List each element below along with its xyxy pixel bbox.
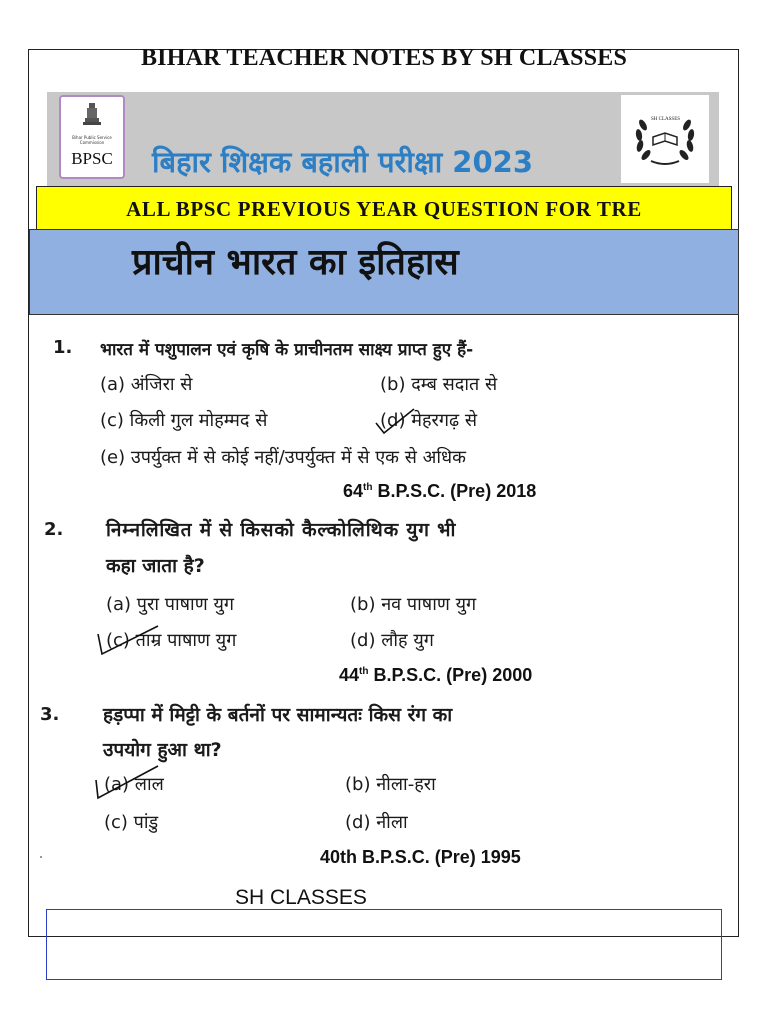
bpsc-logo — [59, 95, 125, 179]
previous-year-strip — [36, 186, 732, 230]
option-d: (d) लौह युग — [350, 630, 434, 651]
question-number: 3. — [40, 704, 60, 725]
option-d: (d) मेहरगढ़ से — [380, 410, 478, 431]
question-text-line2: कहा जाता है? — [106, 555, 205, 577]
option-a: (a) लाल — [104, 774, 164, 795]
section-title-bar — [29, 229, 739, 315]
option-e: (e) उपर्युक्त में से कोई नहीं/उपर्युक्त में से एक से अधिक — [100, 447, 466, 468]
option-b: (b) दम्ब सदात से — [380, 374, 498, 395]
question-text: निम्नलिखित में से किसको कैल्कोलिथिक युग भी — [106, 519, 457, 541]
question-text-line2: उपयोग हुआ था? — [103, 739, 222, 761]
option-c: (c) किली गुल मोहम्मद से — [100, 410, 268, 431]
answer-tick-mark — [372, 405, 422, 439]
bpsc-logo-small-text: Bihar Public Service Commission — [72, 135, 112, 145]
footer-box — [46, 909, 722, 980]
emblem-icon — [81, 101, 103, 131]
option-b: (b) नीला-हरा — [345, 774, 436, 795]
stray-dot — [40, 856, 42, 858]
page-title: BIHAR TEACHER NOTES BY SH CLASSES — [140, 45, 628, 71]
exam-reference: 44th B.P.S.C. (Pre) 2000 — [339, 665, 533, 685]
question-text: हड़प्पा में मिट्टी के बर्तनों पर सामान्यतः किस रंग का — [103, 704, 453, 726]
question-number: 2. — [44, 519, 64, 540]
section-title: प्राचीन भारत का इतिहास — [132, 242, 459, 283]
question-number: 1. — [53, 337, 73, 358]
option-a: (a) अंजिरा से — [100, 374, 193, 395]
exam-reference: 64th B.P.S.C. (Pre) 2018 — [343, 481, 537, 501]
option-c: (c) पांडु — [104, 812, 159, 833]
sh-logo-text: SH CLASSES — [651, 117, 681, 122]
sh-classes-logo — [621, 95, 709, 183]
banner-title: बिहार शिक्षक बहाली परीक्षा 2023 — [152, 145, 534, 179]
bpsc-logo-text: BPSC — [71, 149, 113, 168]
exam-reference: 40th B.P.S.C. (Pre) 1995 — [320, 847, 521, 867]
question-text: भारत में पशुपालन एवं कृषि के प्राचीनतम साक्ष्य प्राप्त हुए हैं- — [100, 340, 474, 360]
strip-text: ALL BPSC PREVIOUS YEAR QUESTION FOR TRE — [126, 197, 642, 221]
option-d: (d) नीला — [345, 812, 408, 833]
footer-text: SH CLASSES — [235, 886, 367, 909]
answer-tick-mark — [90, 762, 164, 802]
option-c: (c) ताम्र पाषाण युग — [106, 630, 237, 651]
option-a: (a) पुरा पाषाण युग — [106, 594, 235, 615]
option-b: (b) नव पाषाण युग — [350, 594, 477, 615]
laurel-wreath-icon — [621, 95, 709, 183]
answer-tick-mark — [92, 622, 164, 658]
